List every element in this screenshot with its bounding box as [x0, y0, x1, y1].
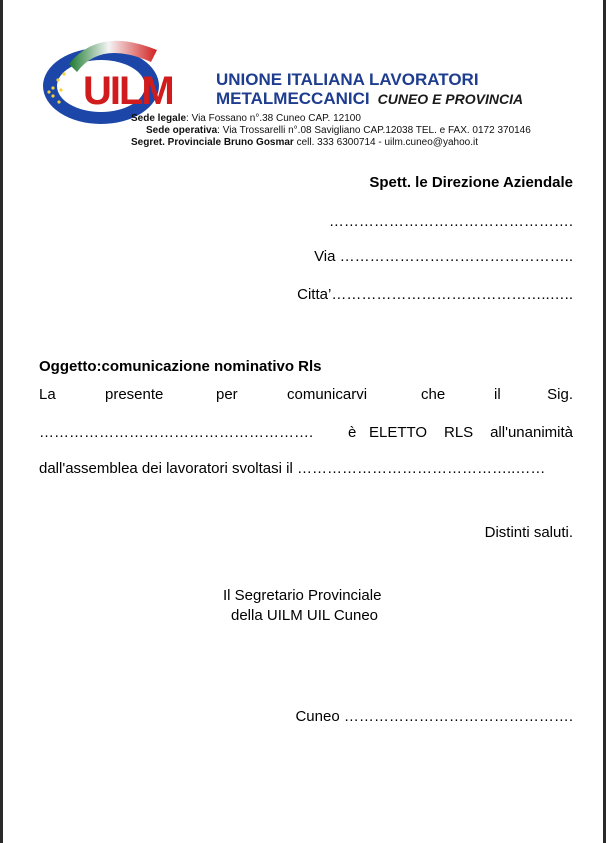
recipient-citta: [297, 286, 573, 303]
org-name-metalmeccanici: METALMECCANICI: [216, 89, 370, 108]
place-label: Cuneo: [295, 708, 344, 725]
sede-legale-label: Sede legale: [131, 113, 187, 124]
p1-word-per: per: [216, 386, 238, 403]
recipient-name-line: ………………………………………….: [328, 213, 573, 230]
signature-line1: Il Segretario Provinciale: [223, 587, 382, 604]
p3-line: dall'assemblea dei lavoratori svoltasi il ……………………………………..……: [39, 460, 546, 477]
p1-word-la: La: [39, 386, 56, 403]
p1-word-il: il: [494, 386, 501, 403]
sede-legale-value: : Via Fossano n°.38 Cuneo CAP. 12100: [186, 113, 361, 124]
signature-line2: della UILM UIL Cuneo: [231, 607, 379, 624]
sede-operativa-value: : Via Trossarelli n°.08 Savigliano CAP.12038 TEL. e FAX. 0172 370146: [217, 125, 531, 136]
p1-word-comunicarvi: comunicarvi: [287, 386, 368, 403]
p1-word-che: che: [421, 386, 446, 403]
segretario-label: Segret. Provinciale Bruno Gosmar: [131, 137, 294, 148]
logo-text: UILM: [83, 69, 173, 113]
org-name-line1: UNIONE ITALIANA LAVORATORI: [216, 70, 479, 89]
p2-word-rls: RLS: [444, 424, 474, 441]
subject-line: Oggetto:comunicazione nominativo Rls: [39, 358, 322, 375]
p2-word-e: è: [348, 424, 357, 441]
p1-word-sig: Sig.: [547, 386, 573, 403]
org-province: CUNEO E PROVINCIA: [377, 91, 524, 107]
place-date-line: [295, 708, 573, 725]
p1-word-presente: presente: [105, 386, 164, 403]
org-name-line2: [216, 89, 523, 109]
p2-word-eletto: ELETTO: [369, 424, 428, 441]
recipient-title: Spett. le Direzione Aziendale: [369, 174, 573, 191]
via-line: ………………………………………..: [339, 248, 573, 265]
segretario-contact: [131, 136, 478, 149]
via-label: Via: [314, 248, 340, 265]
sede-operativa-label: Sede operativa: [146, 125, 218, 136]
recipient-via: [314, 248, 573, 265]
organization-name: [216, 70, 523, 109]
segretario-value: cell. 333 6300714 - uilm.cuneo@yahoo.it: [293, 137, 478, 148]
p2-dots: ……………………………………………….: [39, 424, 314, 441]
citta-line: ……………………………………..…..: [331, 286, 573, 303]
place-dots: ……………………………………….: [343, 708, 573, 725]
citta-label: Citta’: [297, 286, 332, 303]
p2-word-unanimita: all'unanimità: [490, 424, 573, 441]
closing-salutation: Distinti saluti.: [484, 524, 573, 541]
